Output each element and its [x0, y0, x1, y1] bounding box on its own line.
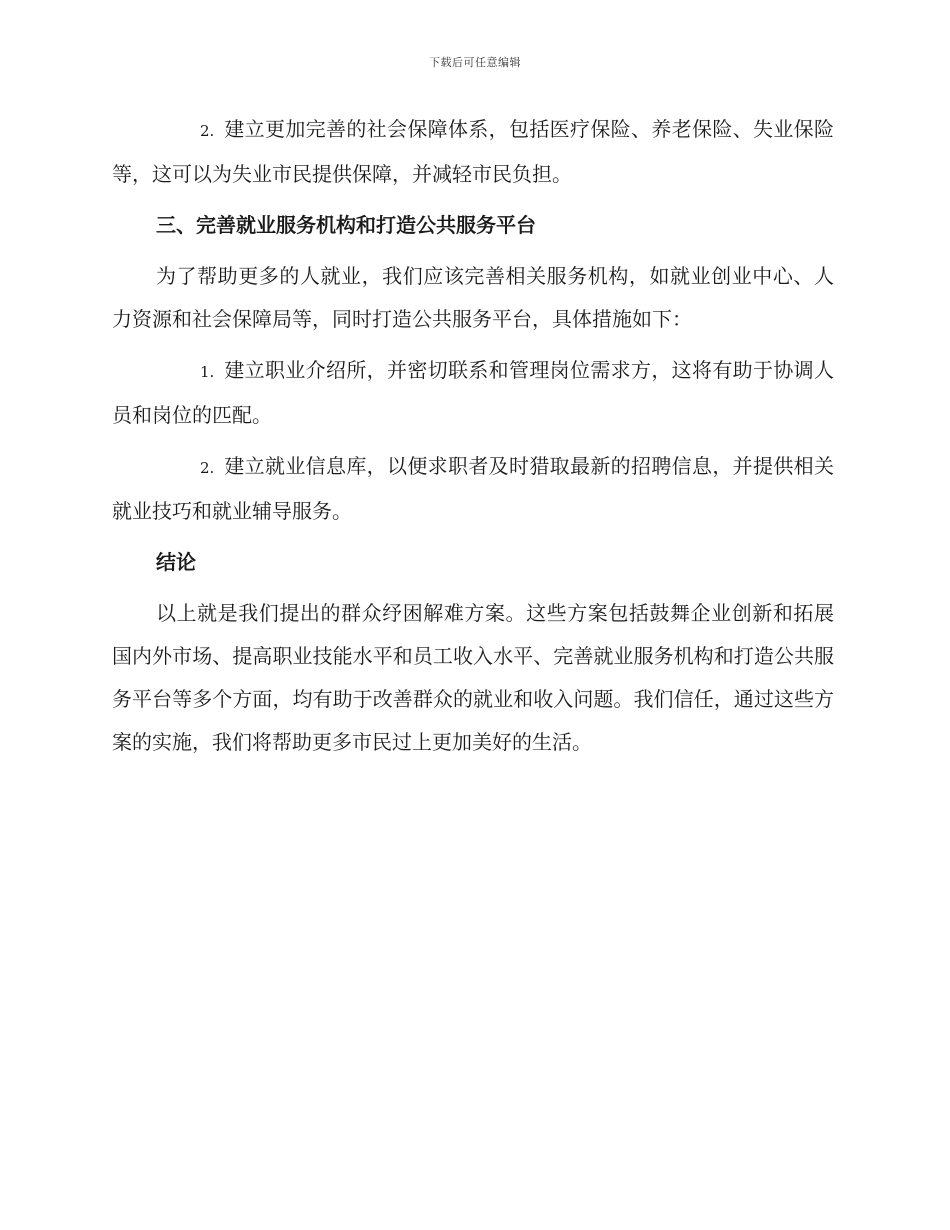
section-heading-services: 三、完善就业服务机构和打造公共服务平台: [156, 213, 536, 237]
conclusion-paragraph: 以上就是我们提出的群众纾困解难方案。这些方案包括鼓舞企业创新和拓展国内外市场、提高职业技能水平和员工收入水平、完善就业服务机构和打造公共服务平台等多个方面，均有助于改善群众的就业和收入问题。我们信任，通过这些方案的实施，我们将帮助更多市民过上更加美好的生活。: [112, 601, 834, 754]
list-item-job-database: [112, 445, 834, 533]
page-header-note: 下载后可任意编辑: [429, 56, 521, 69]
list-item-employment-agency: [112, 349, 834, 437]
list-number: 1.: [200, 363, 215, 381]
list-item-text: 建立就业信息库，以便求职者及时猎取最新的招聘信息，并提供相关就业技巧和就业辅导服务。: [112, 454, 834, 523]
list-item-text: 建立职业介绍所，并密切联系和管理岗位需求方，这将有助于协调人员和岗位的匹配。: [112, 358, 834, 427]
conclusion-heading: 结论: [156, 550, 196, 574]
list-number: 2.: [200, 122, 215, 140]
section-intro-paragraph: 为了帮助更多的人就业，我们应该完善相关服务机构，如就业创业中心、人力资源和社会保障局等，同时打造公共服务平台，具体措施如下：: [112, 264, 834, 331]
list-number: 2.: [200, 459, 215, 477]
list-item-text: 建立更加完善的社会保障体系，包括医疗保险、养老保险、失业保险等，这可以为失业市民提供保障，并减轻市民负担。: [112, 117, 834, 186]
list-item-social-security: [112, 108, 834, 196]
document-body: [112, 108, 834, 772]
